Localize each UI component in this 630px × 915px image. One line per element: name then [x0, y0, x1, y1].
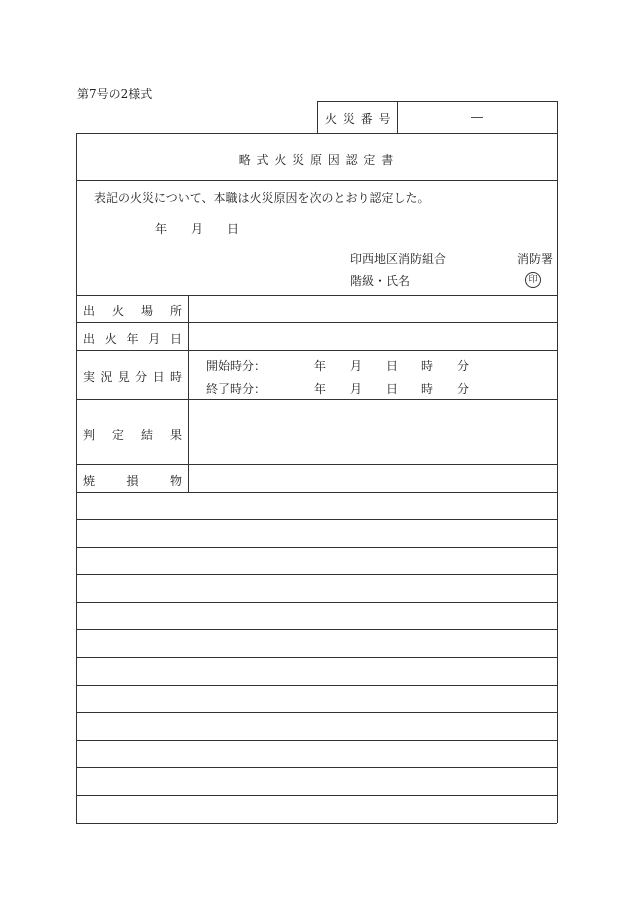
fire-location-field[interactable] — [189, 296, 556, 322]
end-day-unit: 日 — [386, 382, 399, 396]
fire-location-label: 出 火 場 所 — [83, 304, 182, 318]
statement-text: 表記の火災について、本職は火災原因を次のとおり認定した。 — [94, 191, 430, 205]
judgment-result-label: 判 定 結 果 — [83, 428, 182, 442]
fire-date-label: 出 火 年 月 日 — [83, 332, 182, 346]
station-label: 消防署 — [517, 252, 554, 266]
start-year-unit: 年 — [314, 359, 327, 373]
form-id: 第7号の2様式 — [77, 87, 153, 101]
end-minute-unit: 分 — [457, 382, 470, 396]
fire-number-field[interactable]: ― — [471, 110, 483, 124]
seal-mark: 印 — [525, 272, 541, 288]
rank-name-label: 階級・氏名 — [350, 274, 411, 288]
end-year-unit: 年 — [314, 382, 327, 396]
judgment-result-field[interactable] — [189, 400, 556, 464]
start-time-label: 開始時分： — [206, 359, 267, 373]
end-hour-unit: 時 — [421, 382, 434, 396]
end-time-label: 終了時分： — [206, 382, 267, 396]
damaged-items-label: 焼 損 物 — [83, 474, 182, 488]
start-minute-unit: 分 — [457, 359, 470, 373]
fire-date-field[interactable] — [189, 323, 556, 350]
issue-month-label: 月 — [191, 222, 204, 236]
issue-day-label: 日 — [227, 222, 240, 236]
start-month-unit: 月 — [350, 359, 363, 373]
end-month-unit: 月 — [350, 382, 363, 396]
fire-number-label: 火 災 番 号 — [325, 112, 392, 126]
damaged-items-field[interactable] — [189, 465, 556, 492]
start-day-unit: 日 — [386, 359, 399, 373]
issue-year-label: 年 — [155, 222, 168, 236]
start-hour-unit: 時 — [421, 359, 434, 373]
inspection-datetime-label: 実 況 見 分 日 時 — [83, 370, 182, 384]
blank-lines-area[interactable] — [77, 493, 556, 822]
organization-name: 印西地区消防組合 — [350, 252, 447, 266]
document-title: 略 式 火 災 原 因 認 定 書 — [238, 153, 395, 167]
